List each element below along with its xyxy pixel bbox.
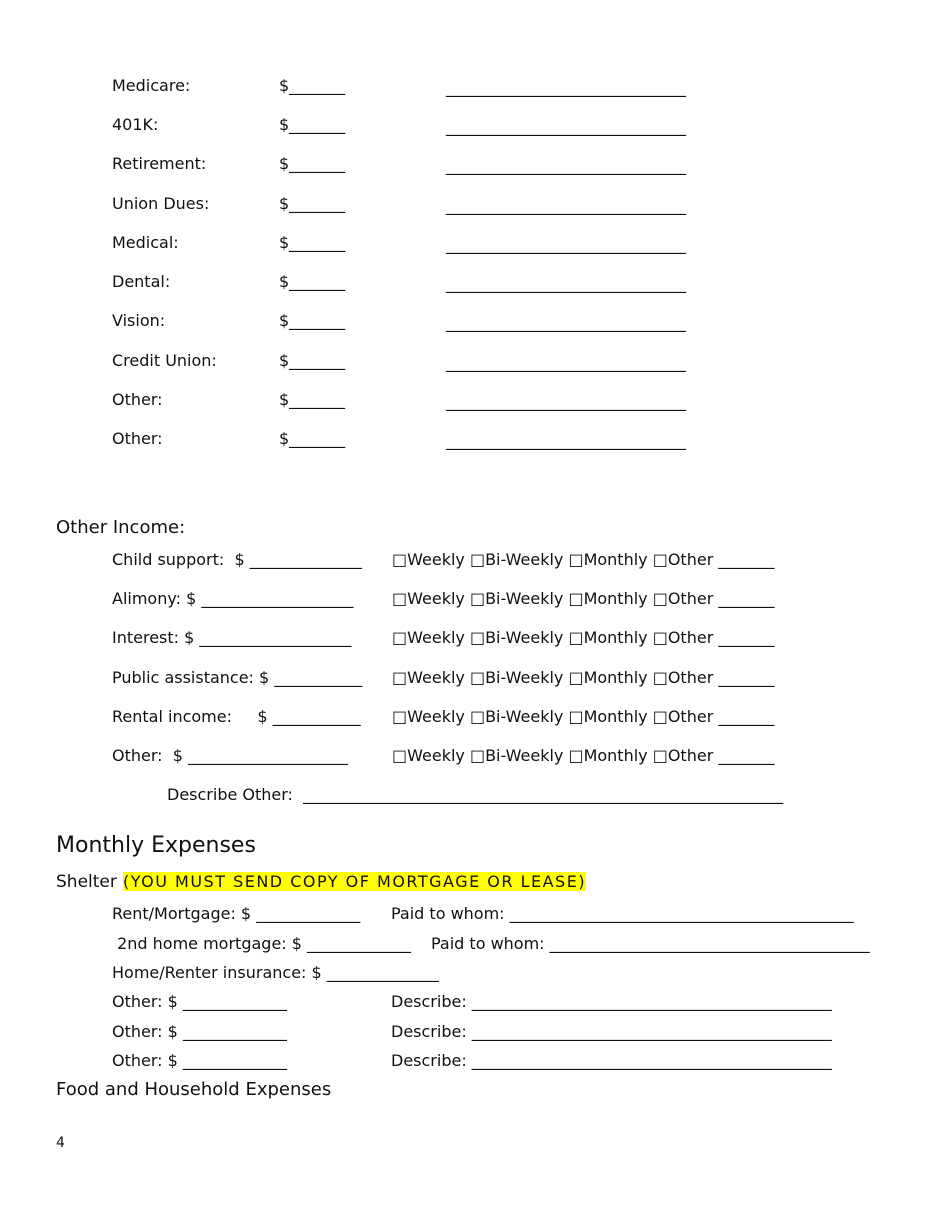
deduction-amount-field[interactable]: $_______: [279, 272, 346, 291]
deduction-amount-field[interactable]: $_______: [279, 194, 346, 213]
frequency-options[interactable]: □Weekly □Bi-Weekly □Monthly □Other _______: [392, 628, 775, 647]
deduction-amount-field[interactable]: $_______: [279, 76, 346, 95]
deduction-notes-field[interactable]: ______________________________: [446, 235, 686, 254]
deduction-label: Vision:: [112, 311, 166, 330]
expense-amount-field[interactable]: Other: $ _____________: [112, 1051, 287, 1070]
expense-amount-field[interactable]: Rent/Mortgage: $ _____________: [112, 904, 361, 923]
expense-amount-field[interactable]: Other: $ _____________: [112, 1022, 287, 1041]
deduction-notes-field[interactable]: ______________________________: [446, 196, 686, 215]
income-source-field[interactable]: Other: $ ____________________: [112, 746, 348, 765]
deduction-notes-field[interactable]: ______________________________: [446, 313, 686, 332]
income-source-field[interactable]: Rental income: $ ___________: [112, 707, 361, 726]
deduction-amount-field[interactable]: $_______: [279, 115, 346, 134]
deduction-notes-field[interactable]: ______________________________: [446, 392, 686, 411]
deduction-notes-field[interactable]: ______________________________: [446, 117, 686, 136]
deduction-amount-field[interactable]: $_______: [279, 233, 346, 252]
deduction-notes-field[interactable]: ______________________________: [446, 78, 686, 97]
frequency-options[interactable]: □Weekly □Bi-Weekly □Monthly □Other _______: [392, 550, 775, 569]
income-source-field[interactable]: Interest: $ ___________________: [112, 628, 352, 647]
income-source-field[interactable]: Public assistance: $ ___________: [112, 668, 363, 687]
deduction-notes-field[interactable]: ______________________________: [446, 156, 686, 175]
income-source-field[interactable]: Child support: $ ______________: [112, 550, 362, 569]
frequency-options[interactable]: □Weekly □Bi-Weekly □Monthly □Other _______: [392, 707, 775, 726]
deduction-label: Other:: [112, 390, 163, 409]
expense-amount-field[interactable]: Other: $ _____________: [112, 992, 287, 1011]
monthly-expenses-heading: Monthly Expenses: [56, 833, 256, 858]
frequency-options[interactable]: □Weekly □Bi-Weekly □Monthly □Other _______: [392, 746, 775, 765]
describe-other-field[interactable]: Describe Other: ____________________________________________________________: [167, 785, 784, 804]
deduction-notes-field[interactable]: ______________________________: [446, 431, 686, 450]
describe-field[interactable]: Describe: _____________________________________________: [391, 1022, 832, 1041]
paid-to-whom-field[interactable]: Paid to whom: ___________________________________________: [391, 904, 854, 923]
deduction-amount-field[interactable]: $_______: [279, 311, 346, 330]
food-household-heading: Food and Household Expenses: [56, 1079, 332, 1100]
deduction-label: 401K:: [112, 115, 159, 134]
frequency-options[interactable]: □Weekly □Bi-Weekly □Monthly □Other _______: [392, 668, 775, 687]
other-income-heading: Other Income:: [56, 517, 186, 538]
deduction-label: Medical:: [112, 233, 179, 252]
paid-to-whom-field[interactable]: Paid to whom: ________________________________________: [431, 934, 870, 953]
deduction-label: Retirement:: [112, 154, 207, 173]
describe-field[interactable]: Describe: _____________________________________________: [391, 992, 832, 1011]
deduction-amount-field[interactable]: $_______: [279, 154, 346, 173]
page-number: 4: [56, 1135, 65, 1151]
deduction-label: Medicare:: [112, 76, 191, 95]
deduction-amount-field[interactable]: $_______: [279, 390, 346, 409]
deduction-label: Dental:: [112, 272, 171, 291]
shelter-notice: (YOU MUST SEND COPY OF MORTGAGE OR LEASE): [123, 872, 587, 891]
deduction-amount-field[interactable]: $_______: [279, 429, 346, 448]
expense-amount-field[interactable]: Home/Renter insurance: $ ______________: [112, 963, 439, 982]
deduction-notes-field[interactable]: ______________________________: [446, 353, 686, 372]
deduction-notes-field[interactable]: ______________________________: [446, 274, 686, 293]
income-source-field[interactable]: Alimony: $ ___________________: [112, 589, 354, 608]
deduction-amount-field[interactable]: $_______: [279, 351, 346, 370]
deduction-label: Credit Union:: [112, 351, 217, 370]
frequency-options[interactable]: □Weekly □Bi-Weekly □Monthly □Other _______: [392, 589, 775, 608]
describe-field[interactable]: Describe: _____________________________________________: [391, 1051, 832, 1070]
deduction-label: Other:: [112, 429, 163, 448]
deduction-label: Union Dues:: [112, 194, 210, 213]
expense-amount-field[interactable]: 2nd home mortgage: $ _____________: [112, 934, 412, 953]
shelter-label: Shelter: [56, 872, 117, 892]
